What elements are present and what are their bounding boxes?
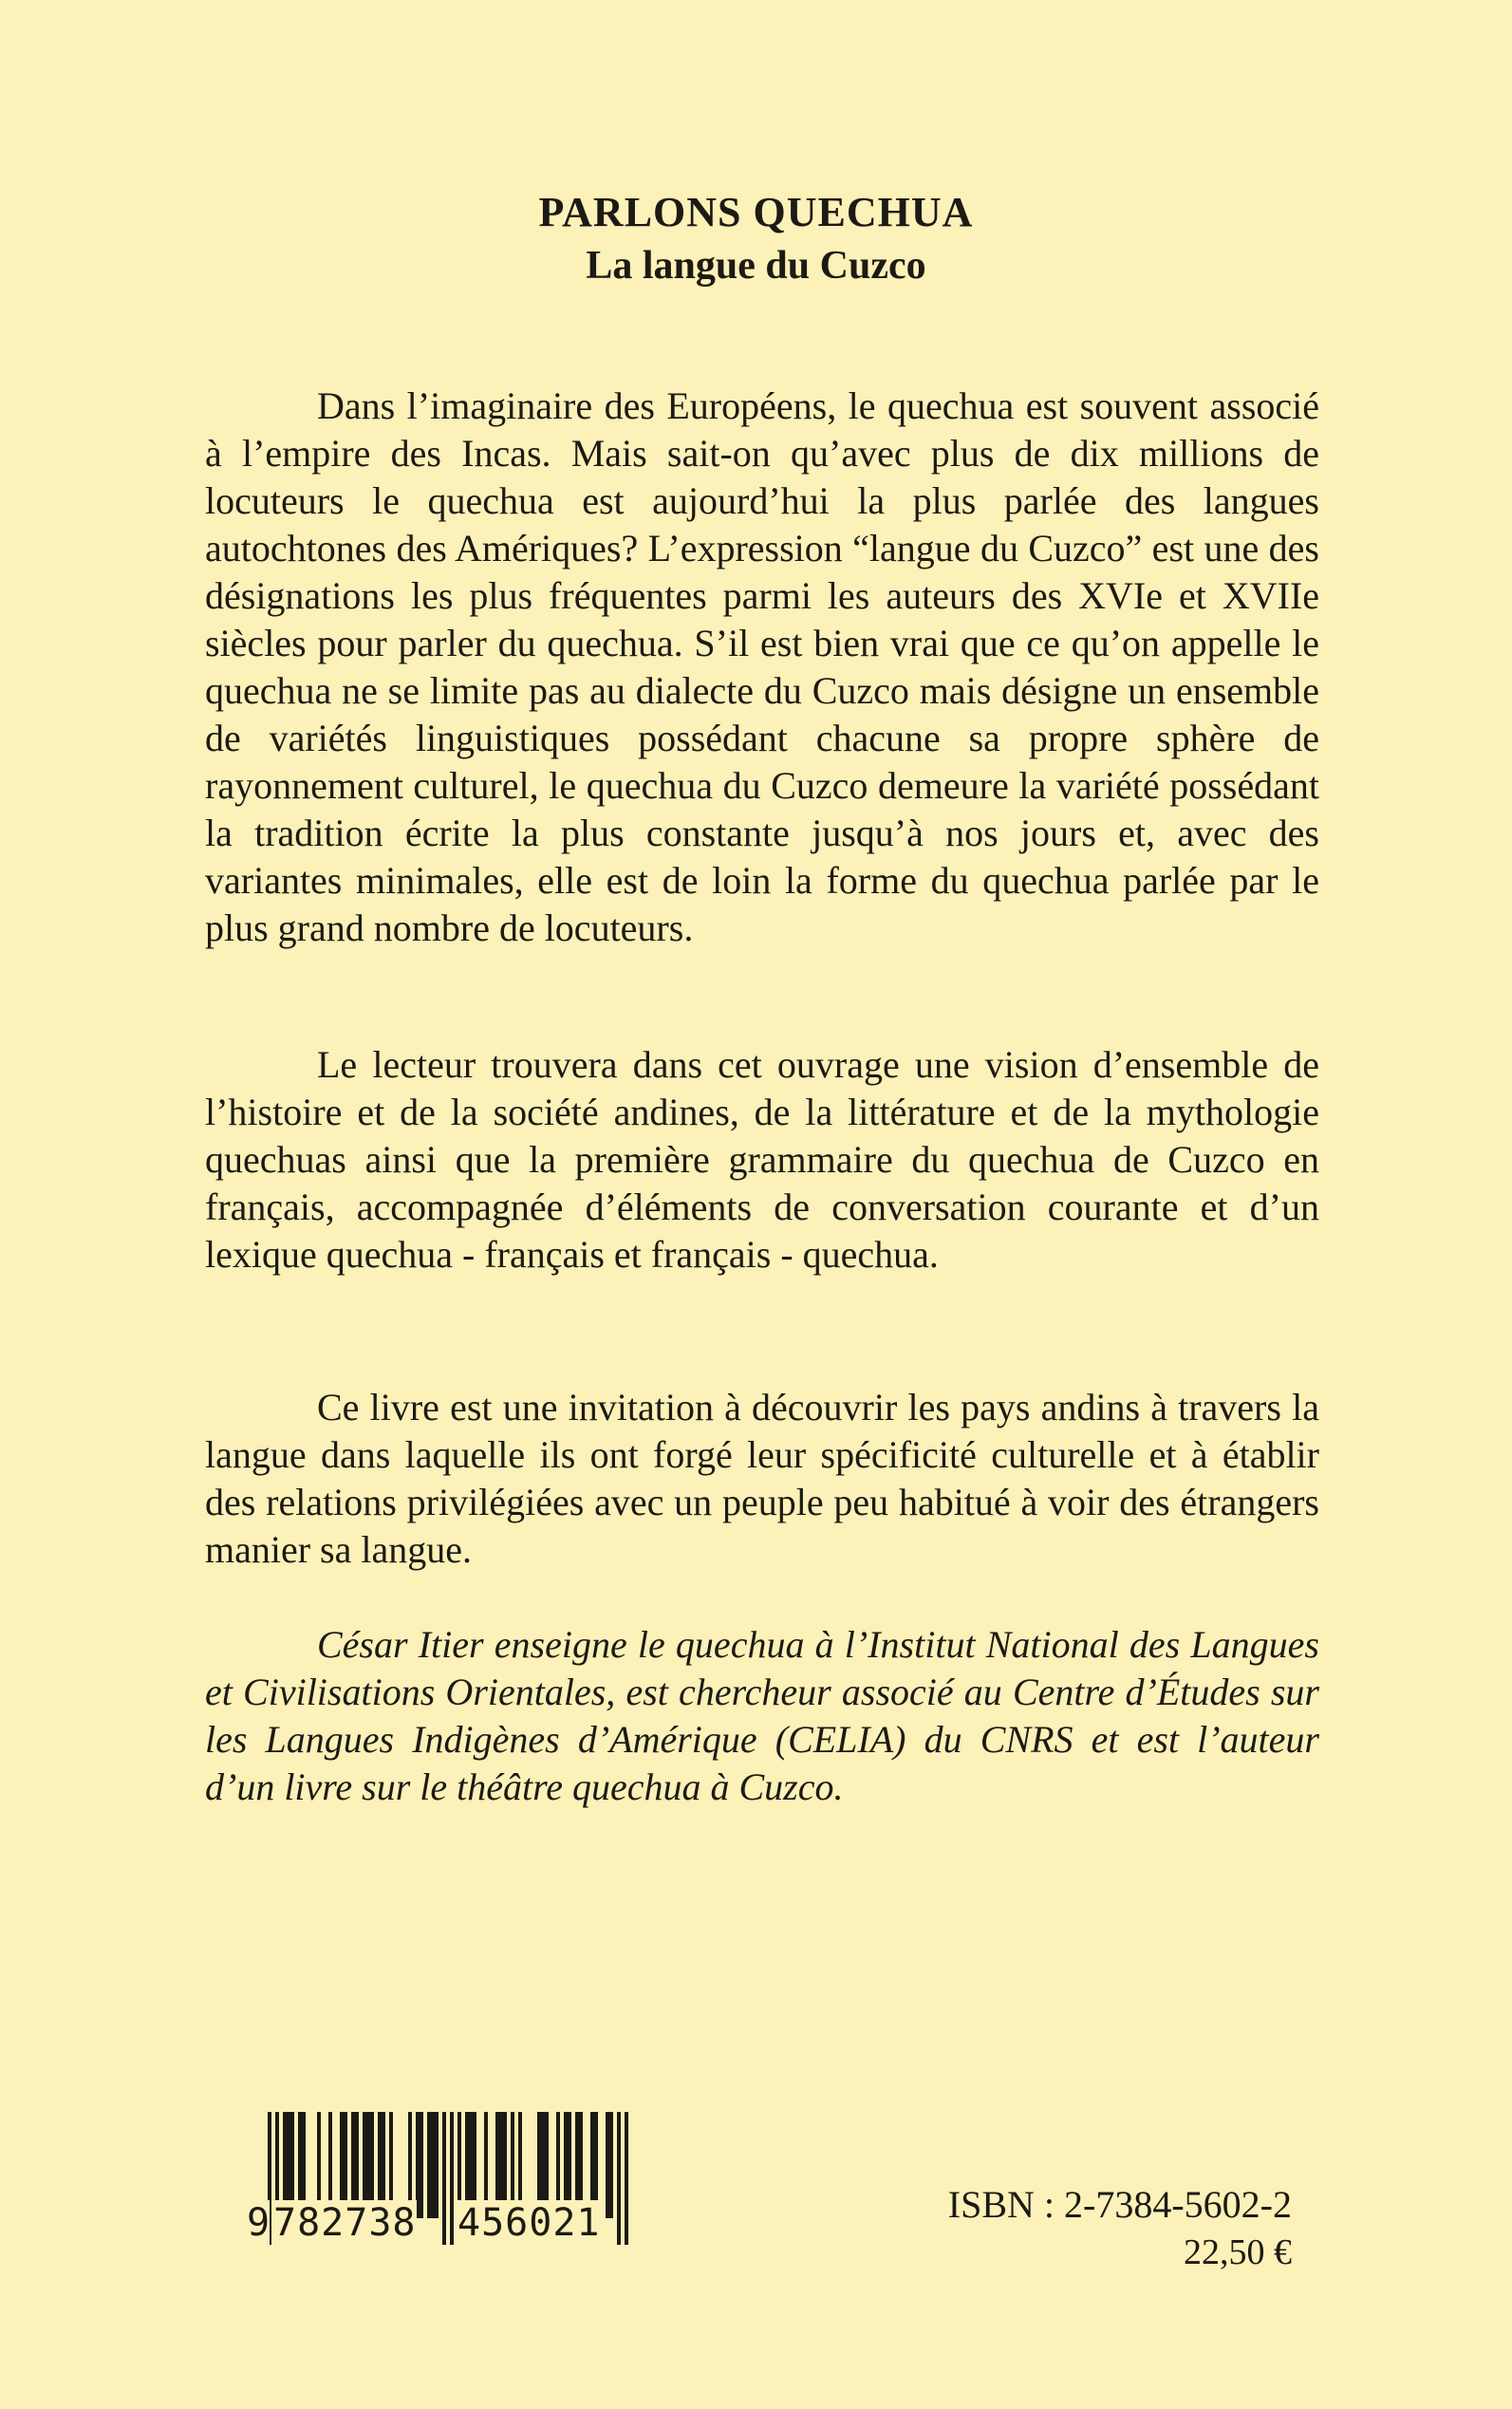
barcode-guard-bar	[450, 2112, 454, 2245]
barcode-digits-left: 782738	[273, 2201, 417, 2245]
barcode-digit-first: 9	[247, 2201, 271, 2245]
barcode-guard-bar	[617, 2112, 621, 2245]
paragraph-invitation: Ce livre est une invitation à découvrir les pays andins à travers la langue dans laquelle ils ont forgé leur spécificité culturelle et à établir des relations privilégiées avec un peuple peu habitué à voir des étrangers manier sa langue.	[205, 1386, 1319, 1571]
barcode-bar	[420, 2112, 423, 2218]
barcode-bar	[427, 2112, 431, 2218]
barcode-bar	[431, 2112, 435, 2218]
book-title: PARLONS QUECHUA	[538, 189, 974, 235]
barcode-bar	[609, 2112, 613, 2218]
title-block	[0, 186, 1512, 292]
isbn: ISBN : 2-7384-5602-2	[947, 2183, 1292, 2226]
paragraph-content: Le lecteur trouvera dans cet ouvrage une vision d’ensemble de l’histoire et de la société andines, de la littérature et de la mythologie quechuas ainsi que la première grammaire du quechua de Cuzco en français, accompagnée d’éléments de conversation courante et d’un lexique quechua - français et français - quechua.	[205, 1043, 1319, 1276]
barcode-guard-bar	[625, 2112, 628, 2245]
barcode-digits-right: 456021	[457, 2201, 601, 2245]
barcode-bar	[606, 2112, 609, 2218]
paragraph-intro: Dans l’imaginaire des Européens, le quechua est souvent associé à l’empire des Incas. Mais sait-on qu’avec plus de dix millions de locuteurs le quechua est aujourd’hui la plus parlée des langues autochtones des Amériques? L’expression “langue du Cuzco” est une des désignations les plus fréquentes parmi les auteurs des XVIe et XVIIe siècles pour parler du quechua. S’il est bien vrai que ce qu’on appelle le quechua ne se limite pas au dialecte du Cuzco mais désigne un ensemble de variétés linguistiques possédant chacune sa propre sphère de rayonnement culturel, le quechua du Cuzco demeure la variété possédant la tradition écrite la plus constante jusqu’à nos jours et, avec des variantes minimales, elle est de loin la forme du quechua parlée par le plus grand nombre de locuteurs.	[205, 384, 1319, 949]
author-bio: César Itier enseigne le quechua à l’Institut National des Langues et Civilisations Orientales, est chercheur associé au Centre d’Études sur les Langues Indigènes d’Amérique (CELIA) du CNRS et est l’auteur d’un livre sur le théâtre quechua à Cuzco.	[205, 1623, 1319, 1808]
book-subtitle: La langue du Cuzco	[586, 244, 926, 288]
barcode-bar	[435, 2112, 439, 2218]
price: 22,50 €	[1184, 2232, 1292, 2272]
barcode-bar	[416, 2112, 420, 2218]
barcode-guard-bar	[442, 2112, 446, 2245]
